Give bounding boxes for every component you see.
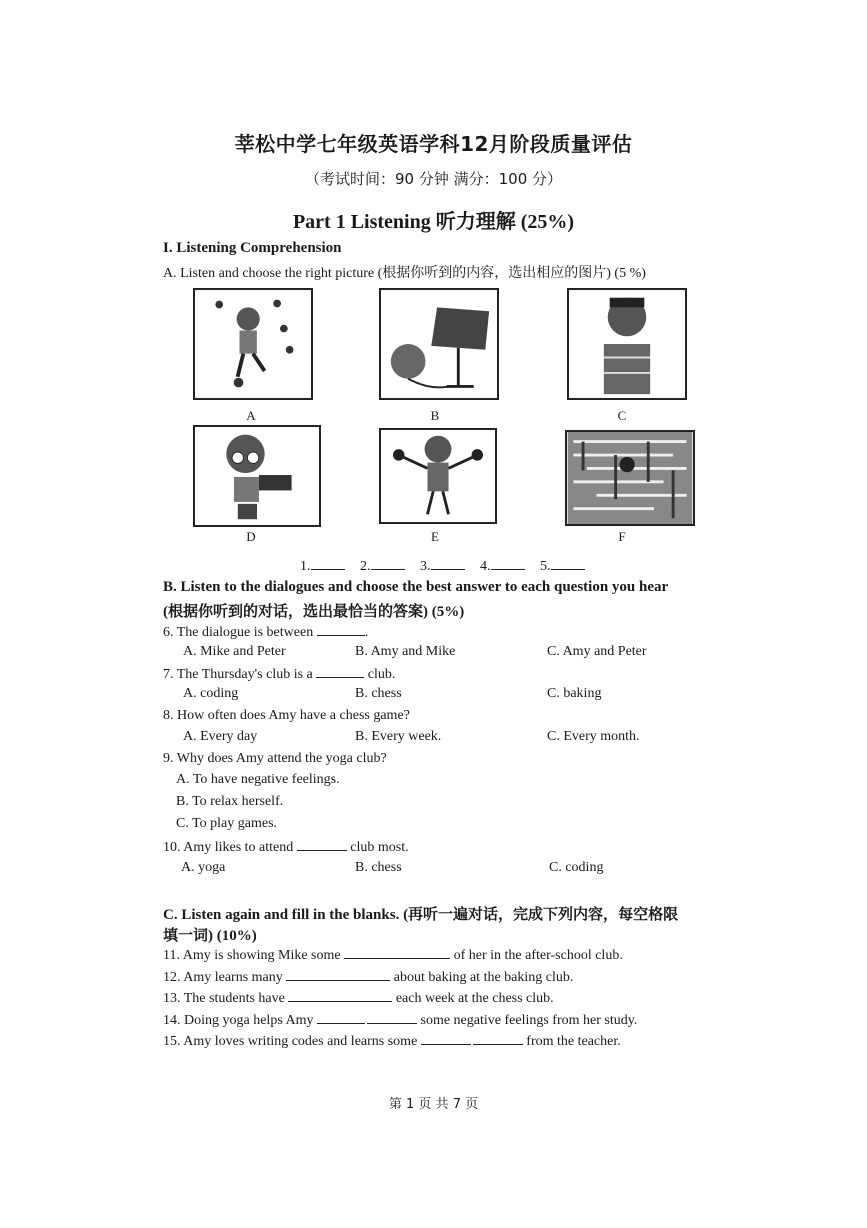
question-12: 12. Amy learns many about baking at the baking club. — [163, 970, 574, 985]
picture-b-label: B — [430, 408, 440, 423]
question-8: 8. How often does Amy have a chess game? — [163, 708, 410, 723]
q7-blank[interactable] — [316, 665, 364, 678]
exam-subtitle: （考试时间：90 分钟 满分：100 分） — [304, 170, 563, 188]
q10-option-b[interactable]: B. chess — [355, 860, 402, 875]
juggling-kid-picture — [195, 290, 311, 398]
q6-blank[interactable] — [317, 623, 365, 636]
q10-blank[interactable] — [297, 838, 347, 851]
picture-e — [379, 428, 497, 524]
q11-blank[interactable] — [344, 946, 450, 959]
answer-slot-3[interactable]: 3. — [420, 557, 465, 575]
part-title: Part 1 Listening 听力理解 (25%) — [292, 211, 575, 233]
q6-option-b[interactable]: B. Amy and Mike — [355, 644, 456, 659]
part-c-instruction-2: 填一词) (10%) — [163, 928, 257, 944]
answer-slot-5[interactable]: 5. — [540, 557, 585, 575]
q7-option-a[interactable]: A. coding — [183, 686, 239, 701]
q8-option-c[interactable]: C. Every month. — [547, 729, 640, 744]
question-11: 11. Amy is showing Mike some of her in the after-school club. — [163, 948, 623, 963]
picture-a — [193, 288, 313, 400]
q9-option-a[interactable]: A. To have negative feelings. — [176, 772, 340, 787]
boy-behind-chimney-picture — [569, 290, 685, 398]
q12-blank[interactable] — [286, 968, 390, 981]
part-c-instruction-1: C. Listen again and fill in the blanks. (再听一遍对话，完成下列内容，每空格限 — [163, 907, 679, 923]
part-b-instruction-1: B. Listen to the dialogues and choose the best answer to each question you hear — [163, 579, 669, 595]
kid-with-camera-picture — [195, 427, 319, 525]
exam-title: 莘松中学七年级英语学科12月阶段质量评估 — [234, 132, 633, 156]
picture-d-label: D — [246, 529, 256, 544]
q7-option-c[interactable]: C. baking — [547, 686, 602, 701]
question-13: 13. The students have each week at the chess club. — [163, 991, 554, 1006]
picture-f-label: F — [618, 529, 626, 544]
picture-f — [565, 430, 695, 526]
picture-e-label: E — [431, 529, 439, 544]
q8-option-a[interactable]: A. Every day — [183, 729, 258, 744]
picture-b — [379, 288, 499, 400]
section-heading: I. Listening Comprehension — [163, 240, 342, 256]
q14-blank-1[interactable] — [317, 1011, 365, 1024]
q9-option-b[interactable]: B. To relax herself. — [176, 794, 284, 809]
q14-blank-2[interactable] — [367, 1011, 417, 1024]
q13-blank[interactable] — [288, 989, 392, 1002]
picture-d — [193, 425, 321, 527]
kid-lifting-dumbbells-picture — [381, 430, 495, 522]
q15-blank-1[interactable] — [421, 1032, 471, 1045]
q10-option-c[interactable]: C. coding — [549, 860, 604, 875]
answer-slot-2[interactable]: 2. — [360, 557, 405, 575]
picture-a-label: A — [246, 408, 256, 423]
question-9: 9. Why does Amy attend the yoga club? — [163, 751, 387, 766]
question-10: 10. Amy likes to attend club most. — [163, 840, 409, 855]
question-6: 6. The dialogue is between . — [163, 625, 369, 640]
answer-slot-4[interactable]: 4. — [480, 557, 525, 575]
question-15: 15. Amy loves writing codes and learns some from the teacher. — [163, 1034, 621, 1049]
q8-option-b[interactable]: B. Every week. — [355, 729, 442, 744]
part-a-instruction: A. Listen and choose the right picture (根据你听到的内容，选出相应的图片) (5 %) — [163, 266, 646, 281]
question-14: 14. Doing yoga helps Amy some negative feelings from her study. — [163, 1013, 638, 1028]
answer-slot-1[interactable]: 1. — [300, 557, 345, 575]
part-b-instruction-2: (根据你听到的对话，选出最恰当的答案) (5%) — [163, 604, 465, 620]
q9-option-c[interactable]: C. To play games. — [176, 816, 278, 831]
page-number: 第 1 页 共 7 页 — [388, 1097, 479, 1112]
question-7: 7. The Thursday's club is a club. — [163, 667, 396, 682]
q6-option-a[interactable]: A. Mike and Peter — [183, 644, 286, 659]
q10-option-a[interactable]: A. yoga — [181, 860, 226, 875]
q15-blank-2[interactable] — [473, 1032, 523, 1045]
picture-c — [567, 288, 687, 400]
kids-in-maze-picture — [567, 432, 693, 524]
q6-option-c[interactable]: C. Amy and Peter — [547, 644, 647, 659]
globe-and-screen-picture — [381, 290, 497, 398]
q7-option-b[interactable]: B. chess — [355, 686, 402, 701]
picture-c-label: C — [617, 408, 627, 423]
